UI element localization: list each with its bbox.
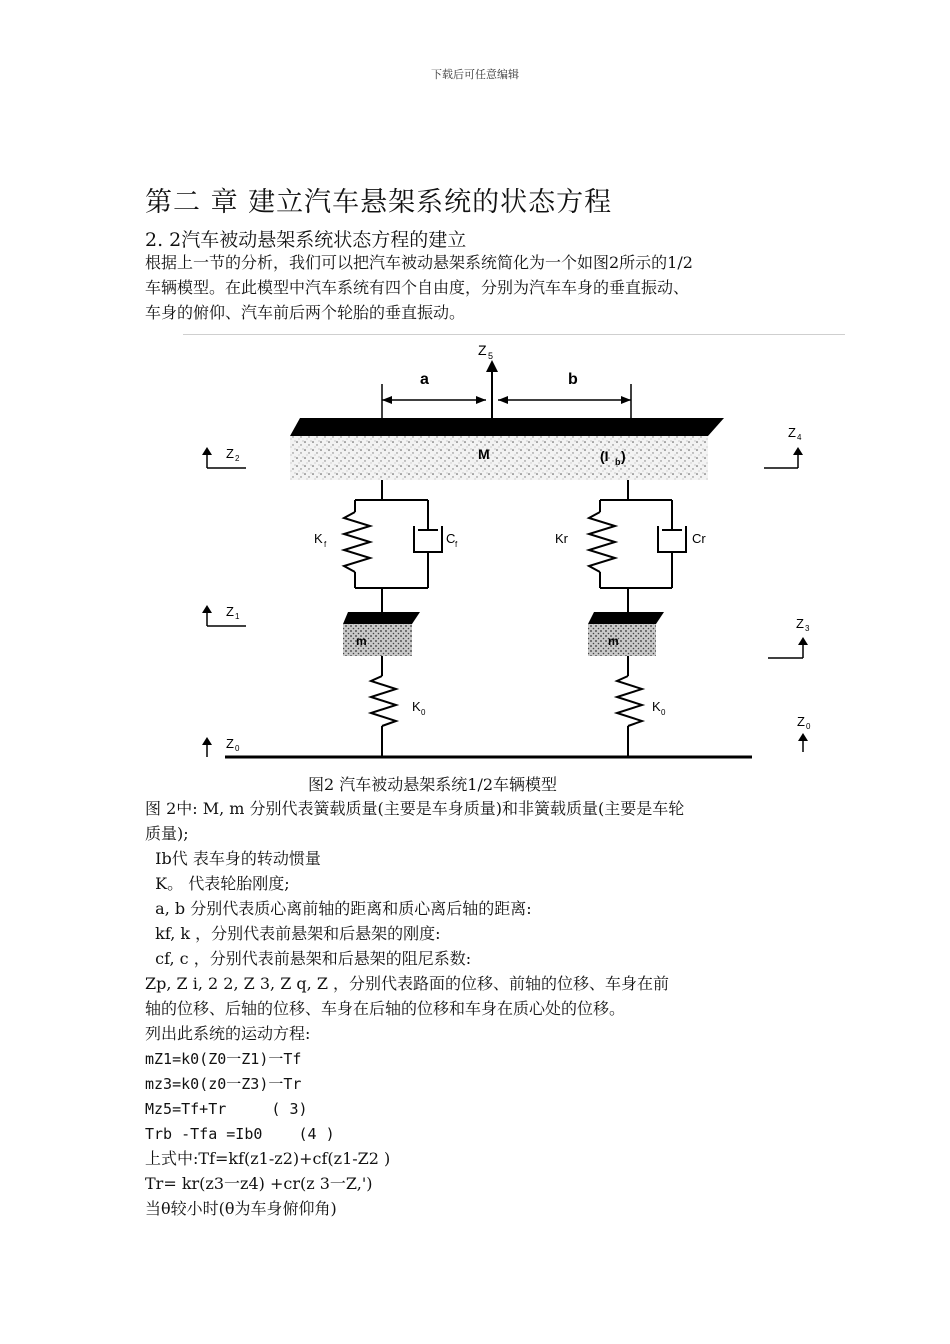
dim-a-label: a (420, 371, 429, 388)
rear-k0-label: K (652, 699, 661, 714)
kr-label: Kr (555, 531, 568, 546)
body-line: cf, c ，分别代表前悬架和后悬架的阻尼系数: (145, 949, 472, 968)
intro-line: 根据上一节的分析，我们可以把汽车被动悬架系统简化为一个如图2所示的1/2 (145, 253, 693, 272)
front-unsprung-mass (343, 612, 420, 656)
cr-label: Cr (692, 531, 706, 546)
dim-b-label: b (568, 371, 578, 388)
chapter-title: 第二 章 建立汽车悬架系统的状态方程 (145, 187, 613, 218)
z0-right-marker (798, 733, 808, 752)
front-tire-spring (371, 656, 396, 756)
equation-line: 上式中:Tf=kf(z1-z2)+cf(z1-Z2 ) (145, 1149, 391, 1168)
body-line: Zp, Z i, 2 2, Z 3, Z q, Z ，分别代表路面的位移、前轴的位移、车身在前 (145, 974, 670, 993)
divider (183, 334, 845, 335)
front-k0-label: K (412, 699, 421, 714)
body-line: kf, k ，分别代表前悬架和后悬架的刚度: (145, 924, 441, 943)
inertia-label: (I (600, 448, 609, 464)
figure-caption: 图2 汽车被动悬架系统1/2车辆模型 (308, 775, 558, 794)
z3-marker (768, 642, 803, 658)
cf-sub: f (455, 540, 458, 549)
body-line: 图 2中: M, m 分别代表簧载质量(主要是车身质量)和非簧载质量(主要是车轮 (145, 799, 685, 818)
z2-sub: 2 (235, 454, 240, 463)
z4-marker (764, 452, 798, 468)
z3-label: Z (796, 616, 804, 631)
inertia-sub: b (615, 457, 621, 467)
z5-sub: 5 (488, 351, 494, 361)
body-mass-label: M (478, 446, 490, 462)
equation-line: Trb -Tfa =Ib0 (4 ) (145, 1125, 335, 1143)
z5-arrow (486, 360, 498, 418)
z0-left-label: Z (226, 736, 234, 751)
z4-sub: 4 (797, 433, 802, 442)
cf-label: C (446, 531, 456, 546)
body-line: K。 代表轮胎刚度; (145, 874, 290, 893)
z5-label: Z (478, 342, 487, 358)
body-mass-block (290, 418, 724, 480)
equation-line: mZ1=k0(Z0一Z1)一Tf (145, 1050, 302, 1068)
equation-line: Tr= kr(z3一z4) +cr(z 3一Z,') (145, 1174, 373, 1193)
body-line: 质量); (145, 824, 189, 843)
kf-label: K (314, 531, 323, 546)
body-line: 当θ较小时(θ为车身俯仰角) (145, 1199, 337, 1218)
kf-sub: f (324, 540, 327, 549)
body-line: 轴的位移、后轴的位移、车身在后轴的位移和车身在质心处的位移。 (145, 999, 626, 1018)
rear-mass-label: m (608, 634, 619, 648)
section-title: 2. 2汽车被动悬架系统状态方程的建立 (145, 229, 467, 251)
front-k0-sub: 0 (421, 708, 426, 717)
rear-unsprung-mass (588, 612, 664, 656)
rear-tire-spring (617, 656, 642, 756)
z0-left-marker (202, 737, 212, 757)
rear-suspension (589, 480, 686, 612)
z0-right-label: Z (797, 714, 805, 729)
body-line: 列出此系统的运动方程: (145, 1024, 311, 1043)
equation-line: Mz5=Tf+Tr ( 3) (145, 1100, 308, 1118)
page-header: 下载后可任意编辑 (431, 68, 519, 81)
body-line: a, b 分别代表质心离前轴的距离和质心离后轴的距离: (145, 899, 532, 918)
z1-label: Z (226, 604, 234, 619)
suspension-model-figure (150, 336, 830, 766)
z1-sub: 1 (235, 612, 240, 621)
z2-label: Z (226, 446, 234, 461)
equation-line: mz3=k0(z0一Z3)一Tr (145, 1075, 302, 1093)
front-suspension (344, 480, 442, 612)
rear-k0-sub: 0 (661, 708, 666, 717)
intro-line: 车身的俯仰、汽车前后两个轮胎的垂直振动。 (145, 303, 466, 322)
intro-line: 车辆模型。在此模型中汽车系统有四个自由度，分别为汽车车身的垂直振动、 (145, 278, 690, 297)
inertia-close: ) (621, 448, 626, 464)
body-line: Ib代 表车身的转动惯量 (145, 849, 321, 868)
z4-label: Z (788, 425, 796, 440)
z3-sub: 3 (805, 624, 810, 633)
front-mass-label: m (356, 634, 367, 648)
z0-right-sub: 0 (806, 722, 811, 731)
z0-left-sub: 0 (235, 744, 240, 753)
